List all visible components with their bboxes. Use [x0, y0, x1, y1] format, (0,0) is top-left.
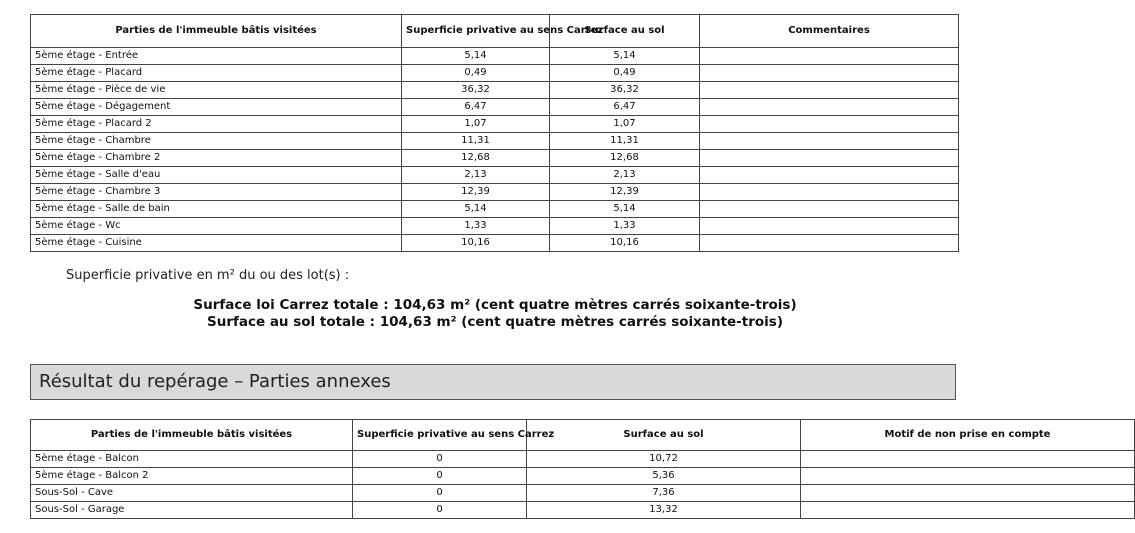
cell-surface-sol: 36,32 [550, 82, 700, 99]
header-surface-sol: Surface au sol [550, 15, 700, 48]
cell-partie: 5ème étage - Dégagement [31, 99, 402, 116]
table-row [31, 150, 959, 167]
cell-surface-sol: 1,33 [550, 218, 700, 235]
cell-partie: 5ème étage - Chambre [31, 133, 402, 150]
cell-partie: 5ème étage - Salle d'eau [31, 167, 402, 184]
cell-carrez: 0 [353, 502, 527, 519]
cell-partie: 5ème étage - Salle de bain [31, 201, 402, 218]
cell-partie: 5ème étage - Pièce de vie [31, 82, 402, 99]
cell-carrez: 0 [353, 468, 527, 485]
table-row [31, 468, 1135, 485]
cell-partie: 5ème étage - Placard [31, 65, 402, 82]
cell-carrez: 12,68 [402, 150, 550, 167]
cell-partie: Sous-Sol - Garage [31, 502, 353, 519]
cell-surface-sol: 5,14 [550, 201, 700, 218]
cell-surface-sol: 13,32 [527, 502, 801, 519]
cell-comment [700, 48, 959, 65]
cell-carrez: 11,31 [402, 133, 550, 150]
cell-carrez: 0,49 [402, 65, 550, 82]
table-row [31, 451, 1135, 468]
cell-comment [700, 184, 959, 201]
header-surface-sol: Surface au sol [527, 420, 801, 451]
table-row [31, 167, 959, 184]
table-row [31, 133, 959, 150]
cell-partie: 5ème étage - Chambre 3 [31, 184, 402, 201]
header-parties: Parties de l'immeuble bâtis visitées [31, 15, 402, 48]
table-row [31, 65, 959, 82]
cell-carrez: 5,14 [402, 201, 550, 218]
cell-surface-sol: 5,14 [550, 48, 700, 65]
cell-comment [700, 82, 959, 99]
header-carrez: Superficie privative au sens Carrez [402, 15, 550, 48]
cell-comment [801, 502, 1135, 519]
cell-comment [801, 485, 1135, 502]
header-carrez: Superficie privative au sens Carrez [353, 420, 527, 451]
cell-comment [700, 235, 959, 252]
cell-comment [700, 99, 959, 116]
table-row [31, 82, 959, 99]
cell-carrez: 0 [353, 451, 527, 468]
cell-comment [801, 451, 1135, 468]
cell-carrez: 1,07 [402, 116, 550, 133]
cell-carrez: 0 [353, 485, 527, 502]
table-row [31, 184, 959, 201]
cell-carrez: 12,39 [402, 184, 550, 201]
table-row [31, 48, 959, 65]
table-row [31, 485, 1135, 502]
cell-carrez: 1,33 [402, 218, 550, 235]
cell-carrez: 6,47 [402, 99, 550, 116]
carrez-total: Surface loi Carrez totale : 104,63 m² (cent quatre mètres carrés soixante-trois) [193, 297, 797, 313]
cell-partie: 5ème étage - Chambre 2 [31, 150, 402, 167]
header-commentaires: Commentaires [700, 15, 959, 48]
cell-comment [700, 218, 959, 235]
sol-total: Surface au sol totale : 104,63 m² (cent quatre mètres carrés soixante-trois) [206, 314, 784, 330]
annexes-table [30, 419, 1135, 519]
cell-surface-sol: 1,07 [550, 116, 700, 133]
cell-surface-sol: 10,72 [527, 451, 801, 468]
cell-surface-sol: 7,36 [527, 485, 801, 502]
cell-surface-sol: 12,39 [550, 184, 700, 201]
cell-surface-sol: 5,36 [527, 468, 801, 485]
cell-surface-sol: 6,47 [550, 99, 700, 116]
cell-comment [700, 133, 959, 150]
cell-surface-sol: 10,16 [550, 235, 700, 252]
cell-partie: 5ème étage - Entrée [31, 48, 402, 65]
cell-carrez: 36,32 [402, 82, 550, 99]
cell-surface-sol: 12,68 [550, 150, 700, 167]
cell-partie: 5ème étage - Wc [31, 218, 402, 235]
cell-surface-sol: 2,13 [550, 167, 700, 184]
table-row [31, 201, 959, 218]
cell-comment [700, 65, 959, 82]
summary-note: Superficie privative en m² du ou des lot(s) : [66, 268, 350, 283]
table-row [31, 116, 959, 133]
header-parties: Parties de l'immeuble bâtis visitées [31, 420, 353, 451]
cell-carrez: 5,14 [402, 48, 550, 65]
table-row [31, 218, 959, 235]
header-motif: Motif de non prise en compte [801, 420, 1135, 451]
cell-carrez: 10,16 [402, 235, 550, 252]
table-header-row [31, 420, 1135, 451]
table-row [31, 99, 959, 116]
cell-comment [700, 116, 959, 133]
cell-comment [700, 150, 959, 167]
main-surface-table [30, 14, 959, 252]
cell-comment [801, 468, 1135, 485]
cell-partie: Sous-Sol - Cave [31, 485, 353, 502]
cell-comment [700, 167, 959, 184]
cell-carrez: 2,13 [402, 167, 550, 184]
cell-partie: 5ème étage - Placard 2 [31, 116, 402, 133]
cell-comment [700, 201, 959, 218]
table-header-row [31, 15, 959, 48]
cell-partie: 5ème étage - Balcon [31, 451, 353, 468]
cell-partie: 5ème étage - Cuisine [31, 235, 402, 252]
table-row [31, 502, 1135, 519]
table-row [31, 235, 959, 252]
cell-partie: 5ème étage - Balcon 2 [31, 468, 353, 485]
annexes-section-title: Résultat du repérage – Parties annexes [30, 364, 956, 400]
cell-surface-sol: 11,31 [550, 133, 700, 150]
cell-surface-sol: 0,49 [550, 65, 700, 82]
